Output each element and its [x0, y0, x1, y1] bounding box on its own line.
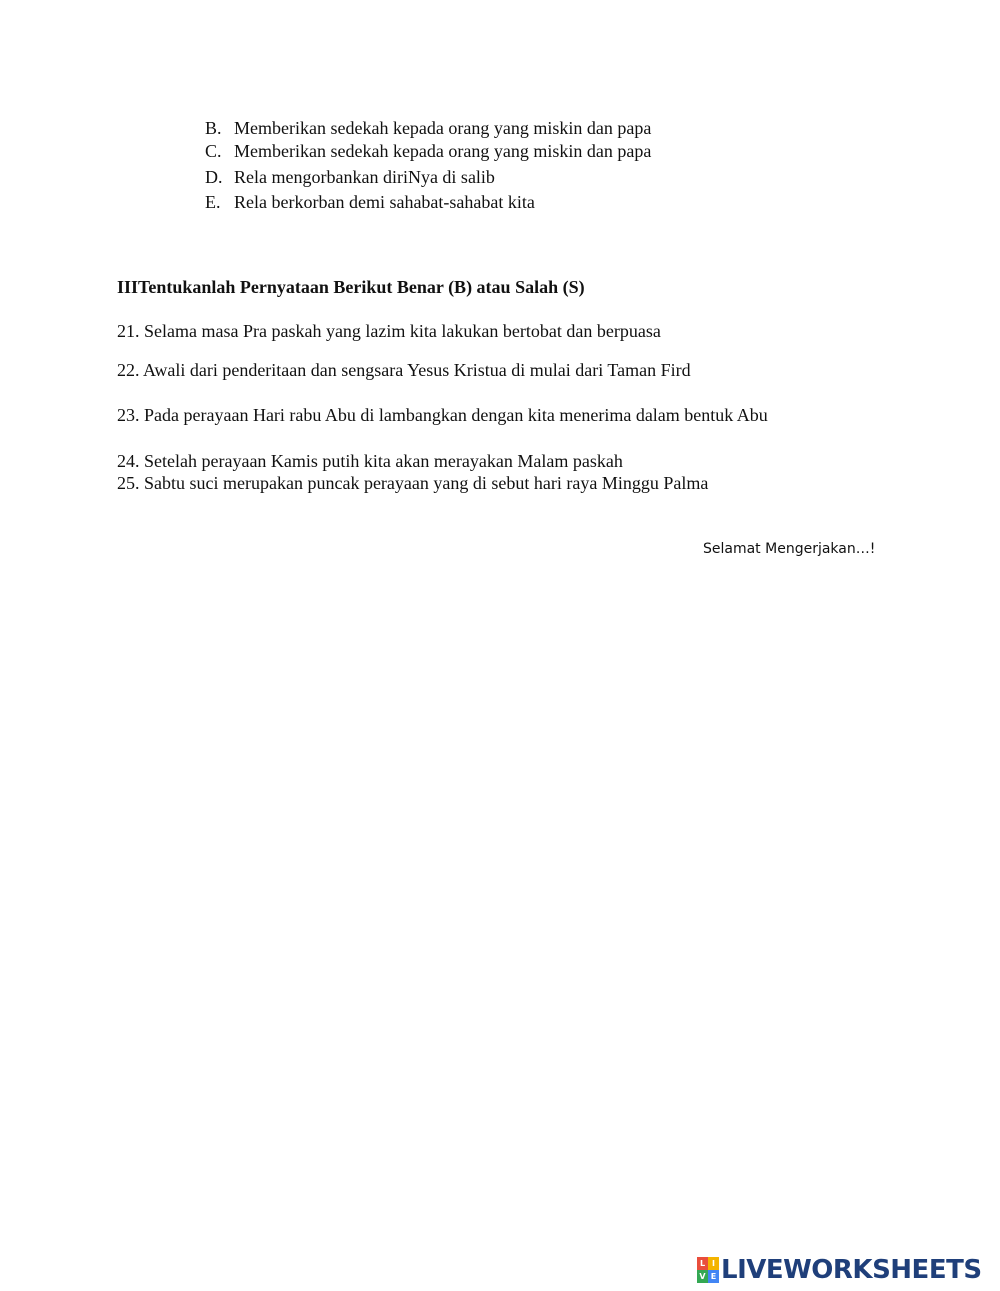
option-letter: C.: [205, 141, 222, 161]
option-text: Rela berkorban demi sahabat-sahabat kita: [234, 192, 535, 212]
liveworksheets-logo-icon: [697, 1257, 719, 1283]
statement-25: 25. Sabtu suci merupakan puncak perayaan yang di sebut hari raya Minggu Palma: [117, 473, 709, 493]
logo-letter-e: E: [708, 1270, 719, 1283]
liveworksheets-brand[interactable]: [697, 1254, 982, 1286]
closing-note: Selamat Mengerjakan…!: [703, 541, 876, 557]
logo-letter-v: V: [697, 1270, 708, 1283]
option-letter: B.: [205, 118, 222, 138]
answer-option-c: [205, 140, 651, 162]
statement-23: 23. Pada perayaan Hari rabu Abu di lambangkan dengan kita menerima dalam bentuk Abu: [117, 405, 768, 425]
option-text: Memberikan sedekah kepada orang yang miskin dan papa: [234, 118, 652, 138]
logo-letter-l: L: [697, 1257, 708, 1270]
answer-option-b: [205, 117, 651, 139]
statement-22: 22. Awali dari penderitaan dan sengsara Yesus Kristua di mulai dari Taman Fird: [117, 360, 691, 380]
option-letter: E.: [205, 192, 221, 212]
answer-option-e: [205, 191, 535, 213]
brand-wordmark: LIVEWORKSHEETS: [721, 1255, 982, 1285]
statement-21: 21. Selama masa Pra paskah yang lazim kita lakukan bertobat dan berpuasa: [117, 321, 661, 341]
option-text: Rela mengorbankan diriNya di salib: [234, 167, 495, 187]
section-title: IIITentukanlah Pernyataan Berikut Benar (B) atau Salah (S): [117, 277, 585, 297]
statement-24: 24. Setelah perayaan Kamis putih kita akan merayakan Malam paskah: [117, 451, 623, 471]
answer-option-d: [205, 166, 495, 188]
logo-letter-i: I: [708, 1257, 719, 1270]
option-text: Memberikan sedekah kepada orang yang miskin dan papa: [234, 141, 652, 161]
option-letter: D.: [205, 167, 223, 187]
